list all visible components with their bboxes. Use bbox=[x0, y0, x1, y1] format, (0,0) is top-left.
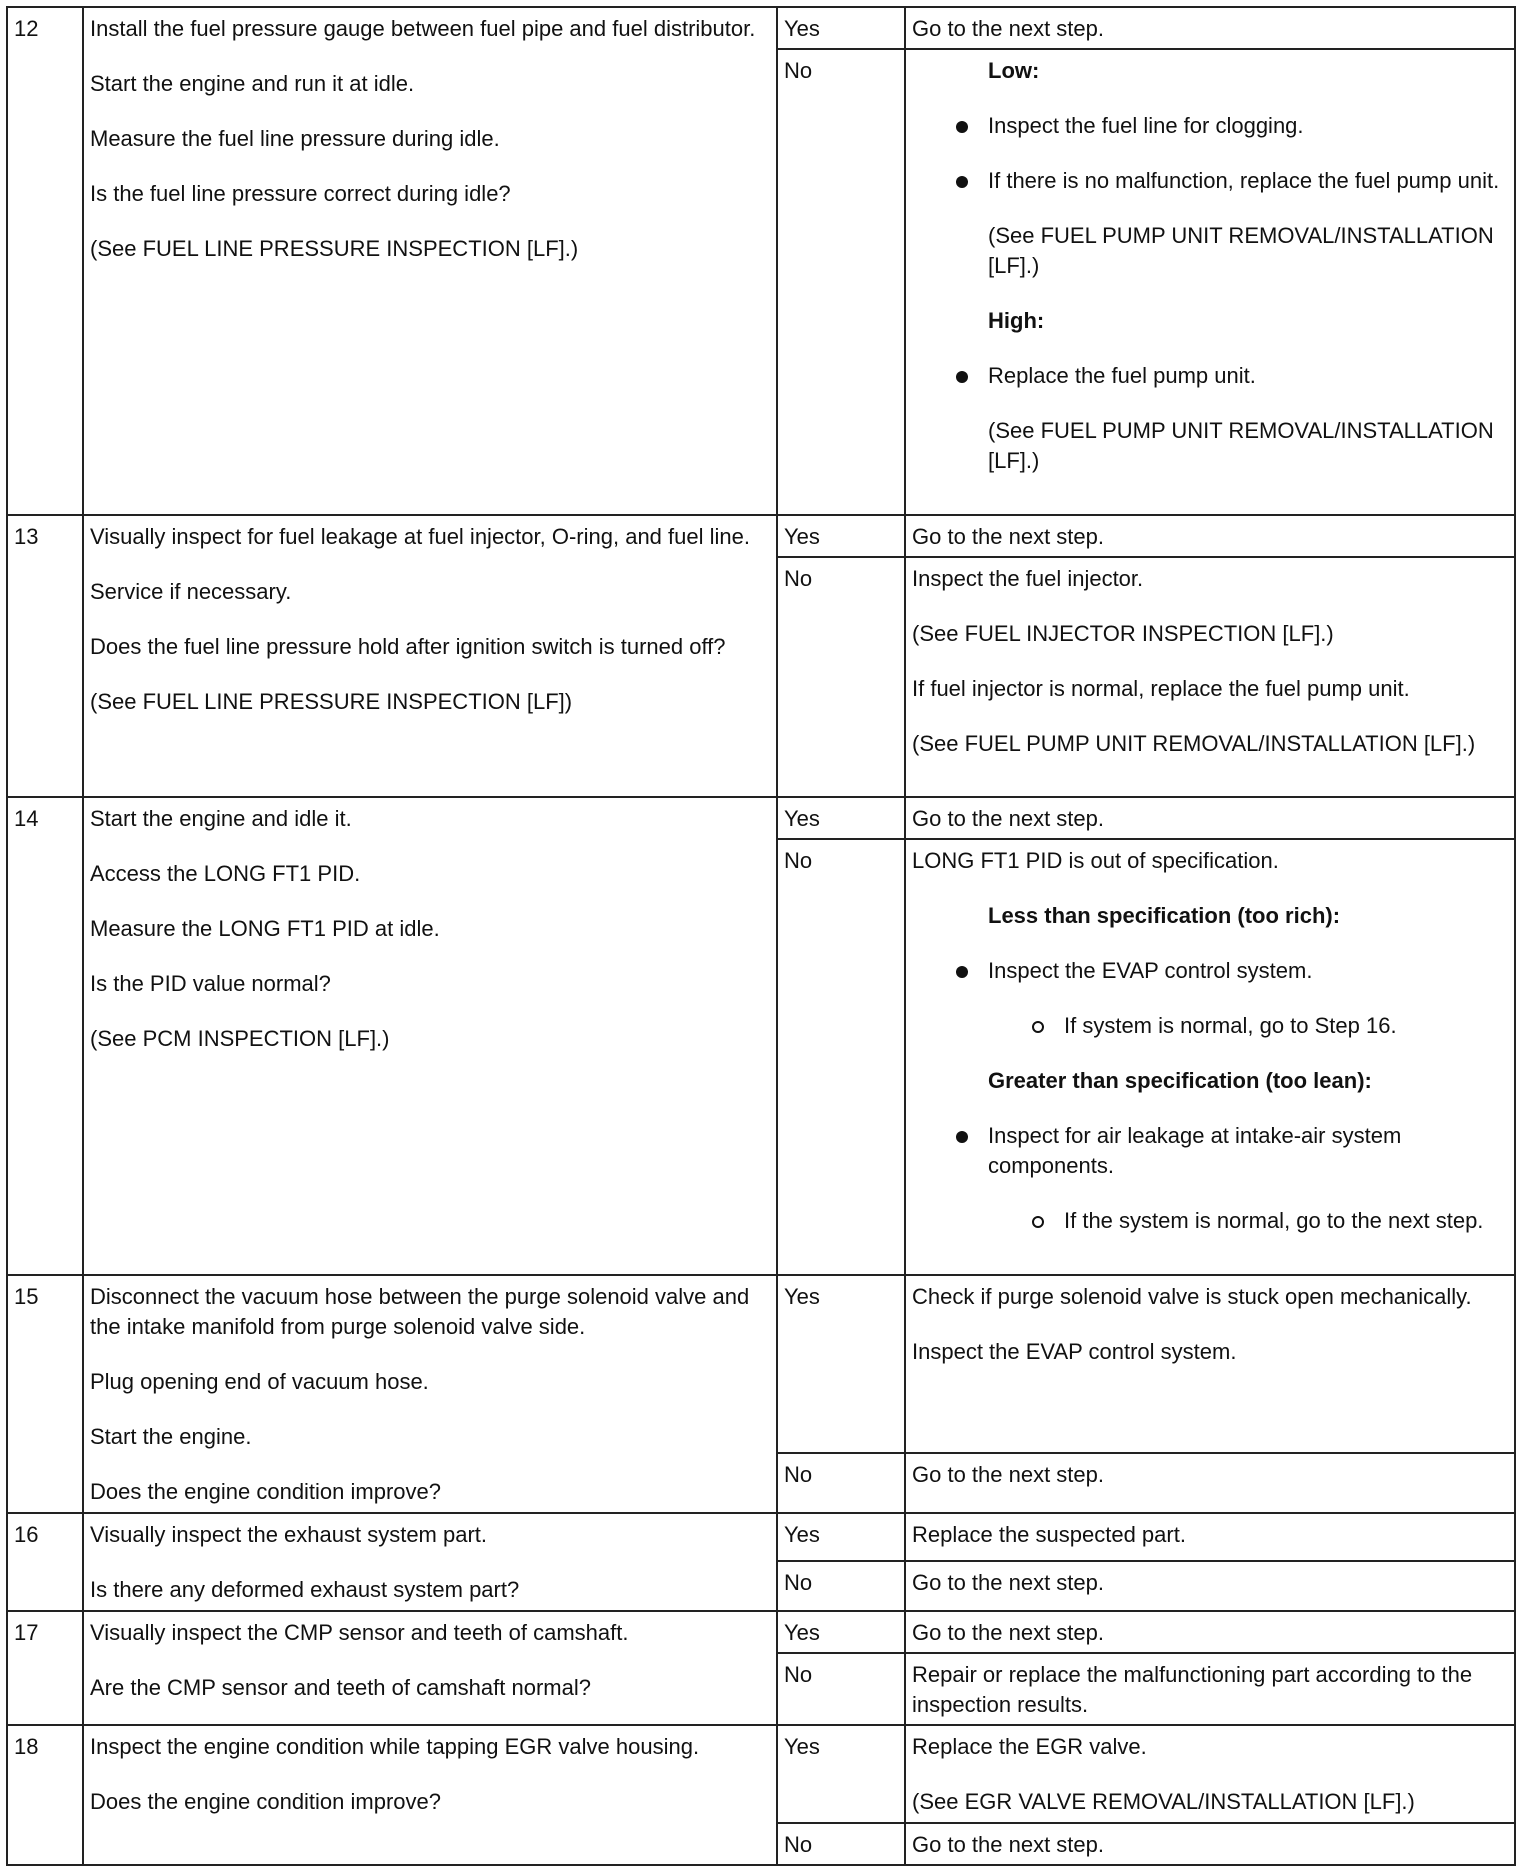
step-action bbox=[83, 797, 777, 1275]
action-line: (See FUEL LINE PRESSURE INSPECTION [LF]) bbox=[90, 689, 573, 714]
result-line: LONG FT1 PID is out of specification. bbox=[912, 848, 1279, 873]
no-label: No bbox=[777, 557, 905, 797]
sub-bullet-item: If the system is normal, go to the next step. bbox=[912, 1206, 1508, 1236]
step-action bbox=[83, 515, 777, 797]
yes-result bbox=[905, 1725, 1515, 1823]
subheading: High: bbox=[988, 308, 1045, 333]
bullet-item: Inspect for air leakage at intake-air system components. bbox=[912, 1121, 1508, 1181]
yes-label: Yes bbox=[777, 797, 905, 839]
bullet-item: Inspect the EVAP control system. bbox=[912, 956, 1508, 986]
no-label: No bbox=[777, 1561, 905, 1611]
bullet-item: Inspect the fuel line for clogging. bbox=[912, 111, 1508, 141]
action-line: Does the engine condition improve? bbox=[90, 1479, 442, 1504]
step-action bbox=[83, 1513, 777, 1611]
step-action bbox=[83, 1275, 777, 1513]
no-result bbox=[905, 49, 1515, 515]
action-line: Measure the fuel line pressure during idle. bbox=[90, 126, 500, 151]
subheading: Low: bbox=[988, 58, 1040, 83]
result-line: (See FUEL INJECTOR INSPECTION [LF].) bbox=[912, 621, 1334, 646]
action-line: Visually inspect the exhaust system part. bbox=[90, 1522, 488, 1547]
step-action bbox=[83, 7, 777, 515]
action-line: Inspect the engine condition while tapping EGR valve housing. bbox=[90, 1734, 700, 1759]
action-line: Does the engine condition improve? bbox=[90, 1789, 442, 1814]
yes-result: Go to the next step. bbox=[905, 797, 1515, 839]
bullet-item: Replace the fuel pump unit. bbox=[912, 361, 1508, 391]
yes-label: Yes bbox=[777, 7, 905, 49]
yes-result bbox=[905, 1275, 1515, 1453]
action-line: Service if necessary. bbox=[90, 579, 292, 604]
no-result bbox=[905, 839, 1515, 1275]
yes-label: Yes bbox=[777, 1513, 905, 1561]
result-line: (See FUEL PUMP UNIT REMOVAL/INSTALLATION [LF].) bbox=[912, 731, 1476, 756]
step-number: 16 bbox=[7, 1513, 83, 1611]
action-line: Disconnect the vacuum hose between the purge solenoid valve and the intake manifold from purge solenoid valve side. bbox=[90, 1284, 750, 1339]
diagnostic-procedure-table bbox=[6, 6, 1516, 1866]
action-line: Visually inspect the CMP sensor and teeth of camshaft. bbox=[90, 1620, 629, 1645]
no-label: No bbox=[777, 839, 905, 1275]
no-result bbox=[905, 557, 1515, 797]
table-row bbox=[7, 1725, 1515, 1823]
yes-result: Replace the suspected part. bbox=[905, 1513, 1515, 1561]
step-number: 17 bbox=[7, 1611, 83, 1725]
result-line: Inspect the EVAP control system. bbox=[912, 1339, 1237, 1364]
action-line: Plug opening end of vacuum hose. bbox=[90, 1369, 429, 1394]
result-line: If fuel injector is normal, replace the fuel pump unit. bbox=[912, 676, 1410, 701]
result-line: Check if purge solenoid valve is stuck open mechanically. bbox=[912, 1284, 1472, 1309]
action-line: Visually inspect for fuel leakage at fuel injector, O-ring, and fuel line. bbox=[90, 524, 750, 549]
action-line: Is the PID value normal? bbox=[90, 971, 331, 996]
yes-result: Go to the next step. bbox=[905, 515, 1515, 557]
yes-result: Go to the next step. bbox=[905, 7, 1515, 49]
step-number: 18 bbox=[7, 1725, 83, 1865]
action-line: Access the LONG FT1 PID. bbox=[90, 861, 361, 886]
action-line: Is there any deformed exhaust system part? bbox=[90, 1577, 520, 1602]
yes-label: Yes bbox=[777, 1725, 905, 1823]
no-label: No bbox=[777, 1653, 905, 1725]
bullet-item: If there is no malfunction, replace the fuel pump unit. bbox=[912, 166, 1508, 196]
action-line: Start the engine. bbox=[90, 1424, 252, 1449]
action-line: Start the engine and idle it. bbox=[90, 806, 352, 831]
action-line: Start the engine and run it at idle. bbox=[90, 71, 415, 96]
no-result: Go to the next step. bbox=[905, 1561, 1515, 1611]
no-result: Repair or replace the malfunctioning part according to the inspection results. bbox=[905, 1653, 1515, 1725]
result-line: (See EGR VALVE REMOVAL/INSTALLATION [LF].) bbox=[912, 1789, 1415, 1814]
yes-label: Yes bbox=[777, 1275, 905, 1453]
action-line: Measure the LONG FT1 PID at idle. bbox=[90, 916, 440, 941]
result-line: Inspect the fuel injector. bbox=[912, 566, 1144, 591]
subheading: Greater than specification (too lean): bbox=[988, 1068, 1372, 1093]
table-row bbox=[7, 515, 1515, 557]
step-number: 13 bbox=[7, 515, 83, 797]
result-line: Replace the EGR valve. bbox=[912, 1734, 1147, 1759]
step-number: 14 bbox=[7, 797, 83, 1275]
subheading: Less than specification (too rich): bbox=[988, 903, 1341, 928]
sub-bullet-item: If system is normal, go to Step 16. bbox=[912, 1011, 1508, 1041]
action-line: Is the fuel line pressure correct during idle? bbox=[90, 181, 511, 206]
reference-text: (See FUEL PUMP UNIT REMOVAL/INSTALLATION [LF].) bbox=[988, 418, 1494, 473]
yes-label: Yes bbox=[777, 515, 905, 557]
table-row bbox=[7, 797, 1515, 839]
step-number: 15 bbox=[7, 1275, 83, 1513]
table-row bbox=[7, 1513, 1515, 1561]
action-line: Does the fuel line pressure hold after ignition switch is turned off? bbox=[90, 634, 726, 659]
step-number: 12 bbox=[7, 7, 83, 515]
no-label: No bbox=[777, 49, 905, 515]
yes-label: Yes bbox=[777, 1611, 905, 1653]
no-result: Go to the next step. bbox=[905, 1453, 1515, 1513]
no-label: No bbox=[777, 1453, 905, 1513]
table-row bbox=[7, 1275, 1515, 1453]
no-label: No bbox=[777, 1823, 905, 1865]
reference-text: (See FUEL PUMP UNIT REMOVAL/INSTALLATION [LF].) bbox=[988, 223, 1494, 278]
step-action bbox=[83, 1725, 777, 1865]
action-line: (See PCM INSPECTION [LF].) bbox=[90, 1026, 390, 1051]
action-line: Are the CMP sensor and teeth of camshaft normal? bbox=[90, 1675, 591, 1700]
table-row bbox=[7, 1611, 1515, 1653]
yes-result: Go to the next step. bbox=[905, 1611, 1515, 1653]
no-result: Go to the next step. bbox=[905, 1823, 1515, 1865]
step-action bbox=[83, 1611, 777, 1725]
table-row bbox=[7, 7, 1515, 49]
action-line: Install the fuel pressure gauge between fuel pipe and fuel distributor. bbox=[90, 16, 756, 41]
action-line: (See FUEL LINE PRESSURE INSPECTION [LF].) bbox=[90, 236, 579, 261]
